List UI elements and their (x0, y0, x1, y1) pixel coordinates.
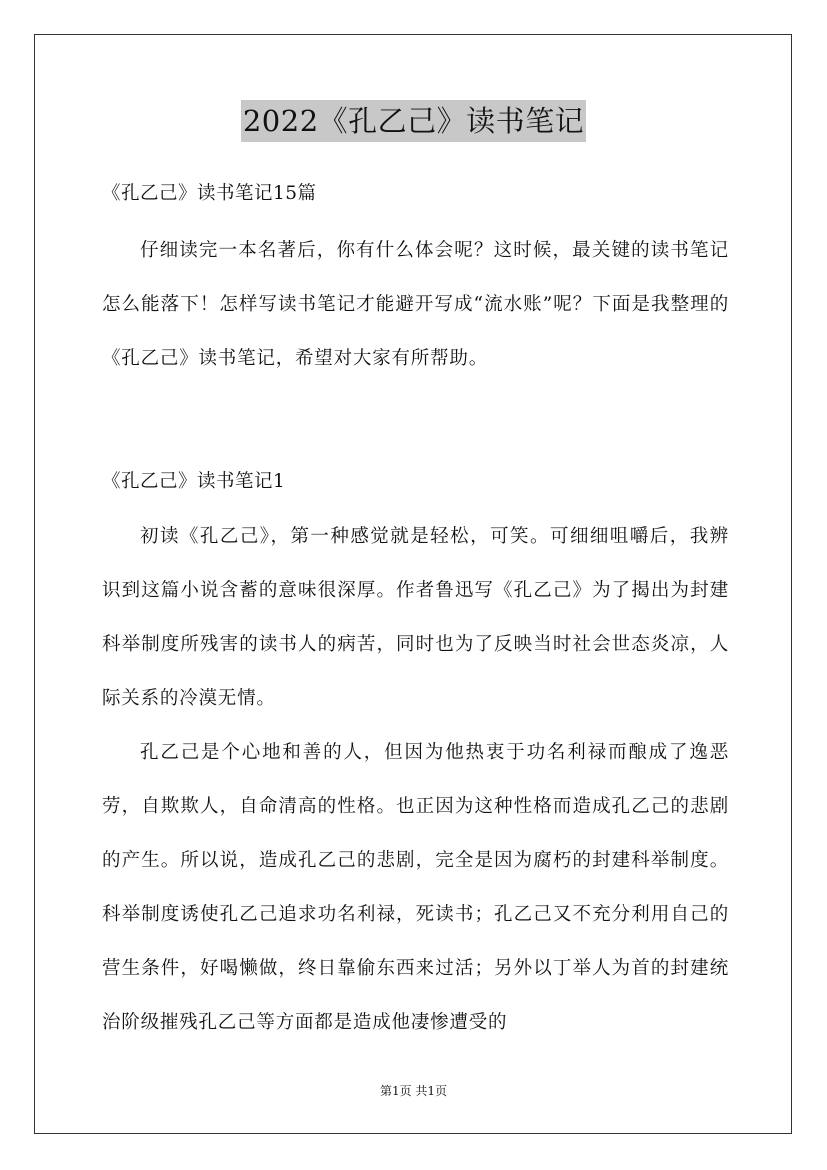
document-body (102, 172, 729, 1050)
body-paragraph: 孔乙己是个心地和善的人，但因为他热衷于功名利禄而酿成了逸恶劳，自欺欺人，自命清高的性格。也正因为这种性格而造成孔乙己的悲剧的产生。所以说，造成孔乙己的悲剧，完全是因为腐朽的封建科举制度。科举制度诱使孔乙己追求功名利禄，死读书；孔乙己又不充分利用自己的营生条件，好喝懒做，终日靠偷东西来过活；另外以丁举人为首的封建统治阶级摧残孔乙己等方面都是造成他凄惨遭受的 (102, 742, 729, 1033)
document-title: 2022《孔乙己》读书笔记 (241, 100, 586, 142)
title-container (0, 100, 827, 142)
page-footer: 第1页 共1页 (379, 1084, 448, 1098)
subtitle: 《孔乙己》读书笔记15篇 (102, 183, 317, 204)
intro-paragraph: 仔细读完一本名著后，你有什么体会呢？这时候，最关键的读书笔记怎么能落下！怎样写读书笔记才能避开写成“流水账”呢？下面是我整理的《孔乙己》读书笔记，希望对大家有所帮助。 (102, 240, 729, 369)
body-paragraph: 初读《孔乙己》，第一种感觉就是轻松，可笑。可细细咀嚼后，我辨识到这篇小说含蓄的意味很深厚。作者鲁迅写《孔乙己》为了揭出为封建科举制度所残害的读书人的病苦，同时也为了反映当时社会世态炎凉，人际关系的冷漠无情。 (102, 526, 729, 709)
section-heading: 《孔乙己》读书笔记1 (102, 471, 286, 492)
spacer (102, 386, 729, 436)
